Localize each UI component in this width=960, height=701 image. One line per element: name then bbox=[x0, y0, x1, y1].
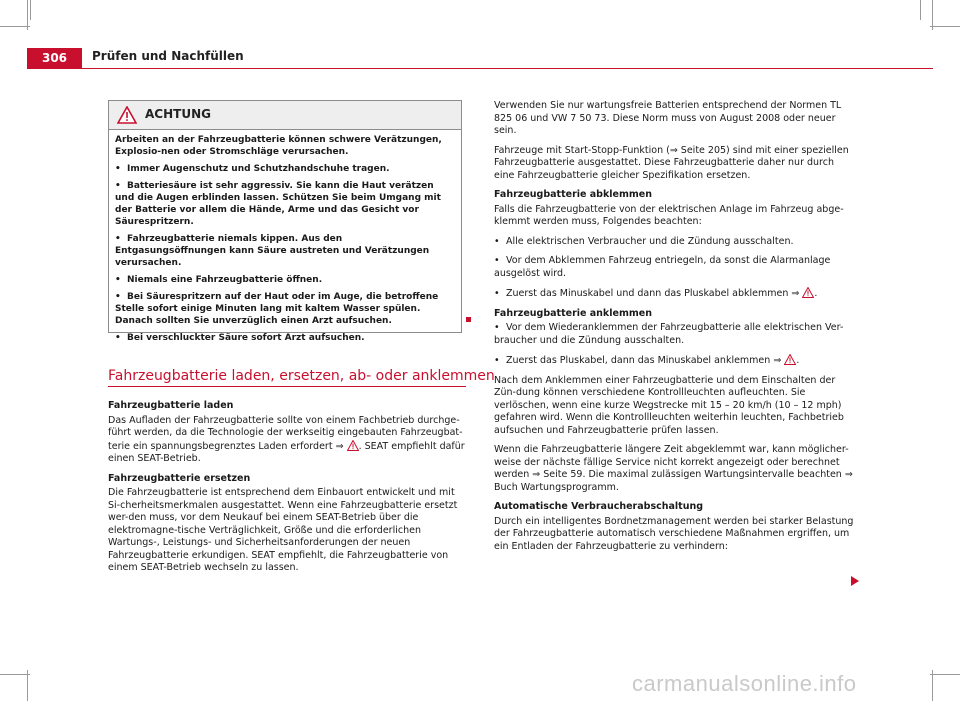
list-item: • Bei Säurespritzern auf der Haut oder im Auge, die betroffene Stelle sofort einige Minuten lang mit kaltem Wasser spülen. Danach sollten Sie unverzüglich einen Arzt aufsuchen. bbox=[115, 292, 439, 326]
section-title: Fahrzeugbatterie laden, ersetzen, ab- oder anklemmen bbox=[108, 368, 495, 384]
crop-mark bbox=[0, 26, 30, 27]
list-item: • Batteriesäure ist sehr aggressiv. Sie kann die Haut verätzen und die Augen erblinden lassen. Schützen Sie beim Umgang mit der Batterie vor allem die Hände, Arme und das Gesicht vor Säurespritzern. bbox=[115, 181, 441, 227]
paragraph: Verwenden Sie nur wartungsfreie Batterien entsprechend der Normen TL 825 06 und VW 7 50 73. Diese Norm muss von August 2008 oder neuer sein. bbox=[494, 100, 842, 136]
section-rule bbox=[108, 386, 466, 387]
crop-mark bbox=[30, 0, 31, 20]
crop-mark bbox=[0, 674, 30, 675]
crop-mark bbox=[930, 26, 960, 27]
heading-laden: Fahrzeugbatterie laden bbox=[108, 400, 234, 411]
heading-auto: Automatische Verbraucherabschaltung bbox=[494, 501, 704, 512]
left-column bbox=[108, 400, 466, 582]
heading-abklemmen: Fahrzeugbatterie abklemmen bbox=[494, 189, 652, 200]
heading-anklemmen: Fahrzeugbatterie anklemmen bbox=[494, 307, 652, 319]
warning-ref-icon[interactable] bbox=[784, 354, 796, 365]
paragraph: Wenn die Fahrzeugbatterie längere Zeit abgeklemmt war, kann möglicher-weise der nächste fällige Service nicht korrekt angezeigt oder berechnet werden ⇒ Seite 59. Die maximal zulässigen Wartungsintervalle beachten ⇒ Buch Wartungsprogramm. bbox=[494, 444, 853, 493]
warning-box bbox=[108, 100, 462, 343]
list-item: • Vor dem Abklemmen Fahrzeug entriegeln, da sonst die Alarmanlage ausgelöst wird. bbox=[494, 255, 831, 279]
warning-body bbox=[109, 130, 461, 344]
list-item: • Zuerst das Pluskabel, dann das Minuskabel anklemmen ⇒ . bbox=[494, 355, 800, 366]
list-item: • Alle elektrischen Verbraucher und die Zündung ausschalten. bbox=[494, 235, 794, 247]
page-number: 306 bbox=[27, 48, 82, 68]
end-marker-icon bbox=[466, 317, 471, 322]
crop-mark bbox=[932, 0, 933, 30]
paragraph-ersetzen: Die Fahrzeugbatterie ist entsprechend dem Einbauort entwickelt und mit Si-cherheitsmerkmalen ausgestattet. Wenn eine Fahrzeugbatterie ersetzt wer-den muss, vor dem Neukauf bei einem SEAT-Betrieb über die elektromagne-tische Verträglichkeit, Größe und die erforderlichen Wartungs-, Leistungs- und Sicherheitsanforderungen der neuen Fahrzeugbatterie erkundigen. SEAT empfiehlt, die Fahrzeugbatterie von einem SEAT-Betrieb wechseln zu lassen. bbox=[108, 487, 458, 573]
paragraph: Falls die Fahrzeugbatterie von der elektrischen Anlage im Fahrzeug abge-klemmt werden muss, Folgendes beachten: bbox=[494, 203, 844, 227]
list-item: • Niemals eine Fahrzeugbatterie öffnen. bbox=[115, 275, 323, 285]
continue-arrow-icon bbox=[851, 576, 859, 586]
paragraph: Fahrzeuge mit Start-Stopp-Funktion (⇒ Seite 205) sind mit einer speziellen Fahrzeugbatterie ausgestattet. Diese Fahrzeugbatterie daher nur durch eine Fahrzeugbatterie gleicher Spezifikation ersetzen. bbox=[494, 144, 849, 181]
heading-ersetzen: Fahrzeugbatterie ersetzen bbox=[108, 472, 251, 484]
warning-title: ACHTUNG bbox=[145, 107, 211, 121]
crop-mark bbox=[27, 670, 28, 701]
warning-header bbox=[109, 101, 461, 130]
paragraph-laden: Das Aufladen der Fahrzeugbatterie sollte von einem Fachbetrieb durchge-führt werden, da die Technologie der werkseitig eingebauten Fahrzeugbat-terie ein spannungsbegrenztes Laden erfordert ⇒ . SEAT empfiehlt dafür einen SEAT-Betrieb. bbox=[108, 414, 465, 464]
crop-mark bbox=[930, 674, 960, 675]
page-title: Prüfen und Nachfüllen bbox=[92, 49, 244, 63]
list-item: • Bei verschluckter Säure sofort Arzt aufsuchen. bbox=[115, 333, 365, 343]
right-column bbox=[494, 100, 854, 560]
list-item: • Fahrzeugbatterie niemals kippen. Aus den Entgasungsöffnungen kann Säure austreten und Verätzungen verursachen. bbox=[115, 234, 430, 268]
list-item: • Vor dem Wiederanklemmen der Fahrzeugbatterie alle elektrischen Ver-braucher und die Zündung ausschalten. bbox=[494, 322, 844, 346]
crop-mark bbox=[932, 670, 933, 701]
warning-ref-icon[interactable] bbox=[347, 440, 359, 451]
crop-mark bbox=[27, 0, 28, 30]
list-item: • Immer Augenschutz und Schutzhandschuhe tragen. bbox=[115, 164, 390, 174]
warning-intro: Arbeiten an der Fahrzeugbatterie können schwere Verätzungen, Explosio-nen oder Stromschläge verursachen. bbox=[115, 135, 442, 157]
warning-triangle-icon bbox=[117, 106, 137, 124]
warning-ref-icon[interactable] bbox=[802, 287, 814, 298]
paragraph: Nach dem Anklemmen einer Fahrzeugbatterie und dem Einschalten der Zün-dung können verschiedene Kontrollleuchten aufleuchten. Sie verlöschen, wenn eine kurze Wegstrecke mit 15 – 20 km/h (10 – 12 mph) gefahren wird. Wenn die Kontrollleuchten weiterhin leuchten, Fachbetrieb aufsuchen und Fahrzeugbatterie prüfen lassen. bbox=[494, 374, 844, 436]
list-item: • Zuerst das Minuskabel und dann das Pluskabel abklemmen ⇒ . bbox=[494, 288, 818, 299]
crop-mark bbox=[920, 0, 921, 20]
header-rule bbox=[27, 68, 933, 69]
paragraph: Durch ein intelligentes Bordnetzmanagement werden bei starker Belastung der Fahrzeugbatterie automatisch verschiedene Maßnahmen ergriffen, um ein Entladen der Fahrzeugbatterie zu verhindern: bbox=[494, 515, 854, 552]
watermark: carmanualsonline.info bbox=[632, 671, 857, 696]
